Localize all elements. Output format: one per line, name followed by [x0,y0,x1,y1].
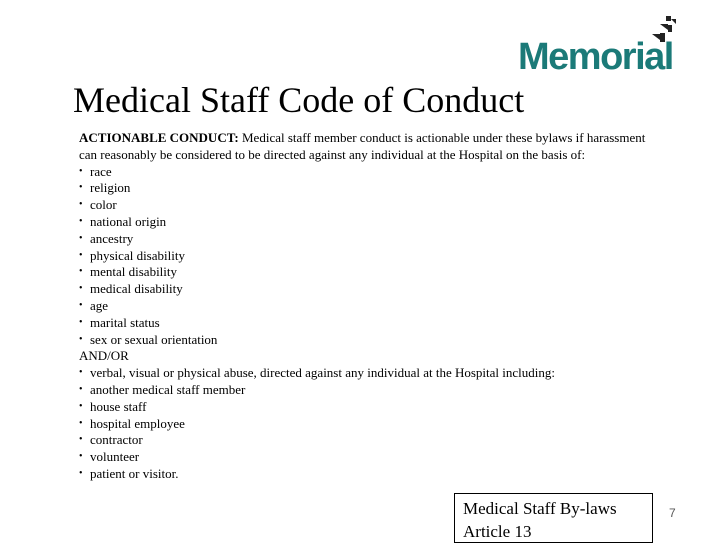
list-item: • ancestry [79,231,664,248]
list-item: • contractor [79,432,664,449]
bylaws-reference-box [454,493,653,543]
list-item: • physical disability [79,248,664,265]
list-item: • hospital employee [79,416,664,433]
intro-text: Medical staff member conduct is actionable under these bylaws if harassment can reasonably be considered to be directed against any individual at the Hospital on the basis of: [79,130,646,162]
reference-line-2: Article 13 [463,522,532,541]
list-item: • marital status [79,315,664,332]
list-item: • religion [79,180,664,197]
list-item: • age [79,298,664,315]
reference-line-1: Medical Staff By-laws [463,499,617,518]
intro-paragraph [79,130,664,164]
page-title: Medical Staff Code of Conduct [73,80,525,120]
memorial-logo-text: Memorial [518,36,673,78]
abuse-list [79,365,664,483]
list-item: • another medical staff member [79,382,664,399]
basis-list [79,164,664,349]
content-body [79,130,664,483]
memorial-logo [518,16,690,76]
list-item: • color [79,197,664,214]
list-item: • mental disability [79,264,664,281]
intro-label: ACTIONABLE CONDUCT: [79,130,239,145]
list-item: • national origin [79,214,664,231]
page-number: 7 [669,506,676,520]
and-or-label: AND/OR [79,348,129,364]
list-item: • verbal, visual or physical abuse, directed against any individual at the Hospital including: [79,365,664,382]
list-item: • sex or sexual orientation [79,332,664,349]
list-item: • house staff [79,399,664,416]
list-item: • patient or visitor. [79,466,664,483]
list-item: • medical disability [79,281,664,298]
list-item: • race [79,164,664,181]
list-item: • volunteer [79,449,664,466]
